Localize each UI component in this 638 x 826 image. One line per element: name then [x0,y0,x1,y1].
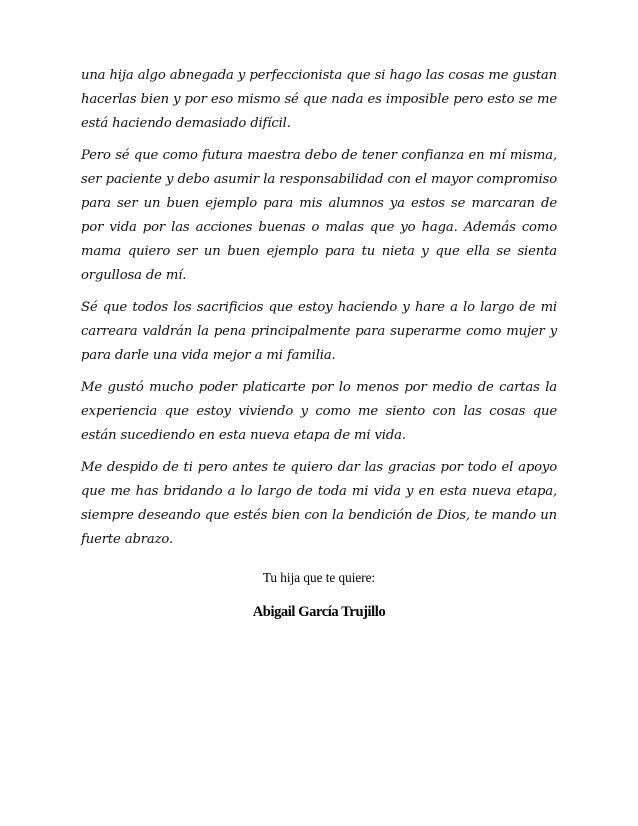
letter-paragraph-1: una hija algo abnegada y perfeccionista que si hago las cosas me gustan hacerlas bien y por eso mismo sé que nada es imposible pero esto se me está haciendo demasiado difícil. [81,68,557,131]
letter-page [81,64,557,560]
letter-paragraph-4: Me gustó mucho poder platicarte por lo menos por medio de cartas la experiencia que estoy viviendo y como me siento con las cosas que están sucediendo en esta nueva etapa de mi vida. [81,380,557,443]
letter-paragraph-3: Sé que todos los sacrificios que estoy haciendo y hare a lo largo de mi carreara valdrán la pena principalmente para superarme como mujer y para darle una vida mejor a mi familia. [81,300,557,363]
signature: Abigail García Trujillo [252,604,386,620]
letter-paragraph-2: Pero sé que como futura maestra debo de tener confianza en mí misma, ser paciente y debo asumir la responsabilidad con el mayor compromiso para ser un buen ejemplo para mis alumnos ya estos se marcaran de por vida por las acciones buenas o malas que yo haga. Además como mama quiero ser un buen ejemplo para tu nieta y que ella se sienta orgullosa de mí. [81,148,557,283]
letter-paragraph-5: Me despido de ti pero antes te quiero dar las gracias por todo el apoyo que me has bridando a lo largo de toda mi vida y en esta nueva etapa, siempre deseando que estés bien con la bendición de Dios, te mando un fuerte abrazo. [81,460,557,547]
closing-line: Tu hija que te quiere: [262,570,376,585]
